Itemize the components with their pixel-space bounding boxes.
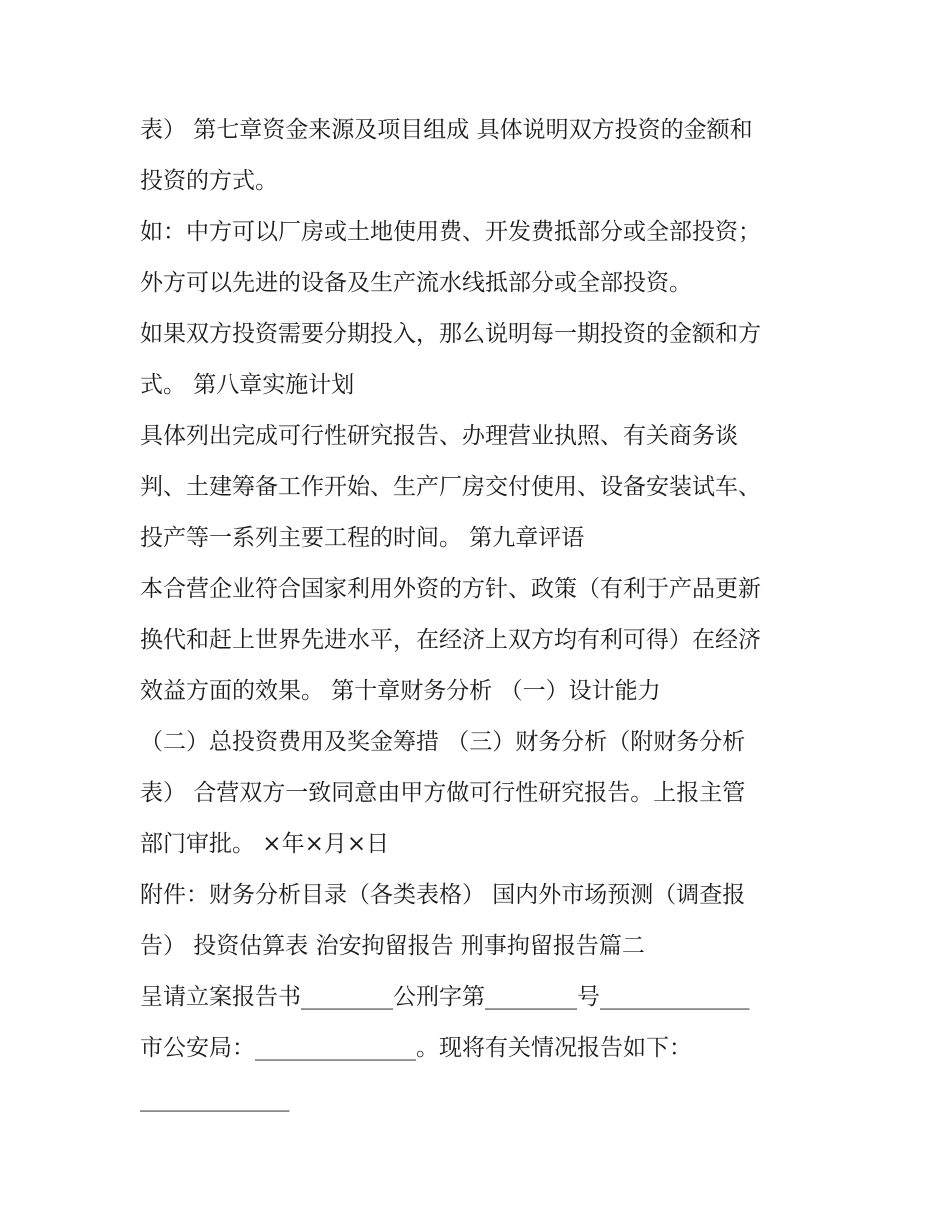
text-line: 告） 投资估算表 治安拘留报告 刑事拘留报告篇二 xyxy=(140,933,645,959)
text-line: 本合营企业符合国家利用外资的方针、政策（有利于产品更新 xyxy=(140,576,761,602)
text-line: 换代和赶上世界先进水平，在经济上双方均有利可得）在经济 xyxy=(140,627,761,653)
text-line: 外方可以先进的设备及生产流水线抵部分或全部投资。 xyxy=(140,270,692,296)
text-line: （二）总投资费用及奖金筹措 （三）财务分析（附财务分析 xyxy=(140,729,746,755)
text-line: 效益方面的效果。 第十章财务分析 （一）设计能力 xyxy=(140,678,661,704)
text-line: 式。 第八章实施计划 xyxy=(140,372,355,398)
text-line: 呈请立案报告书________公刑字第________号_____________ xyxy=(140,984,750,1010)
text-line: 投资的方式。 xyxy=(140,168,278,194)
text-line: 部门审批。 ×年×月×日 xyxy=(140,831,390,857)
text-line: 表） 合营双方一致同意由甲方做可行性研究报告。上报主管 xyxy=(140,780,746,806)
text-line: 表） 第七章资金来源及项目组成 具体说明双方投资的金额和 xyxy=(140,117,753,143)
text-line: 附件：财务分析目录（各类表格） 国内外市场预测（调查报 xyxy=(140,882,746,908)
text-line: 如：中方可以厂房或土地使用费、开发费抵部分或全部投资； xyxy=(140,219,761,245)
document-body xyxy=(140,105,830,1125)
text-line: 判、土建筹备工作开始、生产厂房交付使用、设备安装试车、 xyxy=(140,474,761,500)
text-line: 投产等一系列主要工程的时间。 第九章评语 xyxy=(140,525,585,551)
text-line: _____________ xyxy=(140,1086,290,1112)
text-line: 如果双方投资需要分期投入，那么说明每一期投资的金额和方 xyxy=(140,321,761,347)
text-line: 市公安局：______________。现将有关情况报告如下： xyxy=(140,1035,692,1061)
text-line: 具体列出完成可行性研究报告、办理营业执照、有关商务谈 xyxy=(140,423,738,449)
